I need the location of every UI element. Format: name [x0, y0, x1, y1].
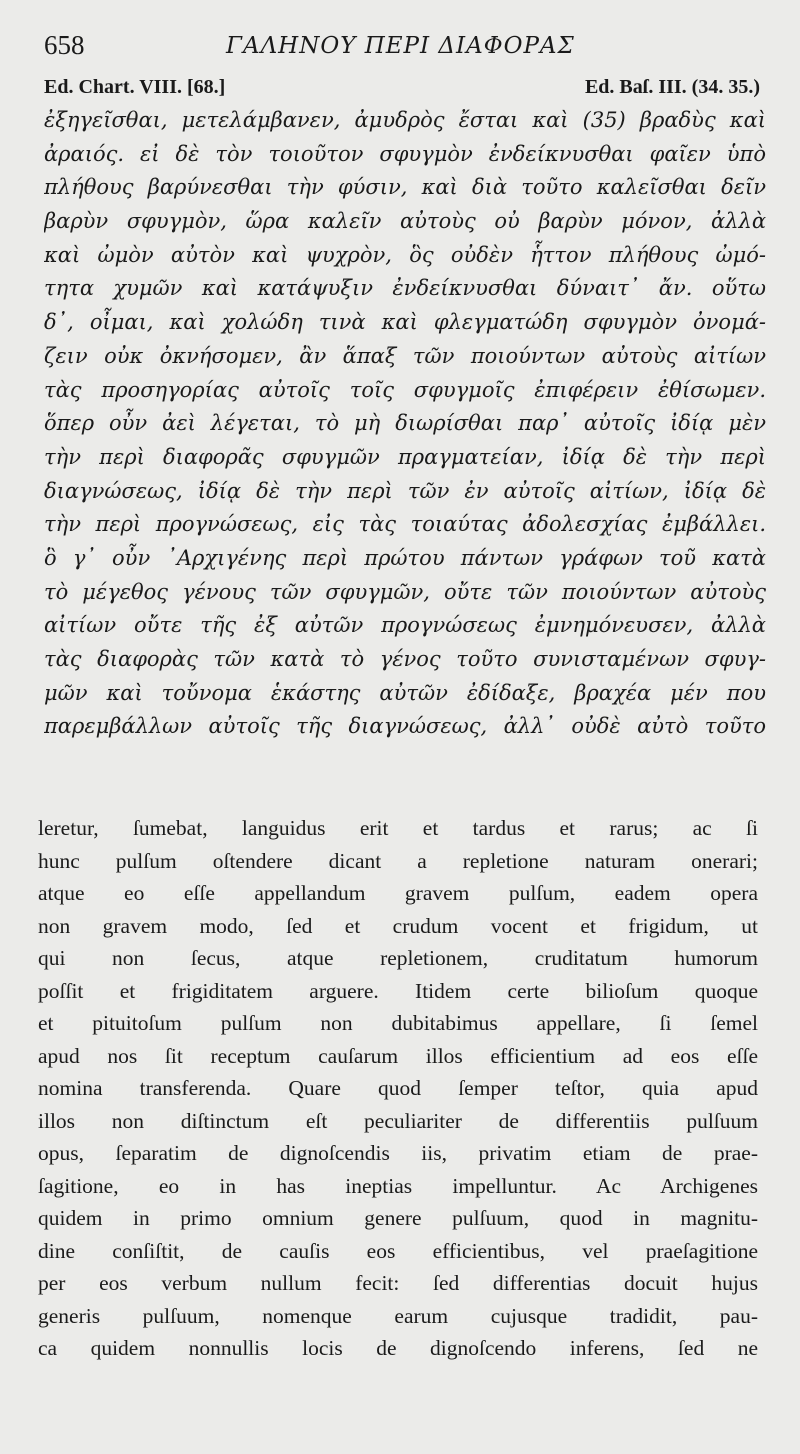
latin-text-line: atque eo eſſe appellandum gravem pulſum, eadem opera — [38, 881, 758, 905]
greek-text-line: ἀραιός. εἰ δὲ τὸν τοιοῦτον σφυγμὸν ἐνδείκνυσθαι φαῖεν ὑπὸ — [44, 141, 766, 166]
running-title: ΓΑΛΗΝΟΥ ΠΕΡΙ ΔΙΑΦΟΡΑΣ — [226, 33, 575, 59]
greek-text-line: ὃ γ᾽ οὖν ᾿Αρχιγένης περὶ πρώτου πάντων γράφων τοῦ κατὰ — [44, 545, 766, 570]
latin-text-line: ſagitione, eo in has ineptias impelluntur. Ac Archigenes — [38, 1173, 758, 1198]
latin-text-line: nomina transferenda. Quare quod ſemper teſtor, quia apud — [38, 1076, 758, 1100]
latin-text-line: dine conſiſtit, de cauſis eos efficientibus, vel praeſagitione — [38, 1238, 758, 1263]
latin-text-line: hunc pulſum oſtendere dicant a repletione naturam onerari; — [38, 848, 758, 873]
greek-text-line: ὅπερ οὖν ἀεὶ λέγεται, τὸ μὴ διωρίσθαι παρ᾽ αὐτοῖς ἰδίᾳ μὲν — [44, 411, 766, 436]
latin-text-line: non gravem modo, ſed et crudum vocent et frigidum, ut — [38, 913, 758, 938]
greek-text-line: τὴν περὶ διαφορᾶς σφυγμῶν πραγματείαν, ἰδίᾳ δὲ τὴν περὶ — [44, 444, 766, 469]
greek-text-line: τὰς προσηγορίας αὐτοῖς τοῖς σφυγμοῖς ἐπιφέρειν ἐθίσωμεν. — [44, 377, 766, 402]
latin-text-line: opus, ſeparatim de dignoſcendis iis, privatim etiam de prae- — [38, 1141, 758, 1165]
greek-text-block — [44, 104, 766, 744]
latin-text-line: poſſit et frigiditatem arguere. Itidem certe bilioſum quoque — [38, 978, 758, 1003]
latin-text-line: illos non diſtinctum eſt peculiariter de differentiis pulſuum — [38, 1108, 758, 1133]
greek-text-line: τὸ μέγεθος γένους τῶν σφυγμῶν, οὔτε τῶν ποιούντων αὐτοὺς — [44, 579, 766, 604]
latin-text-line: qui non ſecus, atque repletionem, cruditatum humorum — [38, 946, 758, 970]
greek-text-line: παρεμβάλλων αὐτοῖς τῆς διαγνώσεως, ἀλλ᾽ οὐδὲ αὐτὸ τοῦτο — [44, 714, 766, 739]
latin-text-line: apud nos ſit receptum cauſarum illos efficientium ad eos eſſe — [38, 1043, 758, 1068]
latin-text-line: quidem in primo omnium genere pulſuum, quod in magnitu- — [38, 1206, 758, 1230]
page-header — [44, 30, 764, 66]
latin-text-line: generis pulſuum, nomenque earum cujusque tradidit, pau- — [38, 1303, 758, 1328]
greek-text-line: καὶ ὠμὸν αὐτὸν καὶ ψυχρὸν, ὃς οὐδὲν ἧττον πλήθους ὠμό- — [44, 242, 766, 267]
greek-text-line: ζειν οὐκ ὀκνήσομεν, ἂν ἅπαξ τῶν ποιούντων αὐτοὺς αἰτίων — [44, 343, 766, 368]
greek-text-line: δ᾽, οἶμαι, καὶ χολώδη τινὰ καὶ φλεγματώδη σφυγμὸν ὀνομά- — [44, 310, 766, 335]
greek-text-line: ἐξηγεῖσθαι, μετελάμβανεν, ἀμυδρὸς ἔσται καὶ (35) βραδὺς καὶ — [44, 108, 766, 132]
greek-text-line: αἰτίων οὔτε τῆς ἐξ αὐτῶν προγνώσεως ἐμνημόνευσεν, ἀλλὰ — [44, 613, 766, 638]
greek-text-line: βαρὺν σφυγμὸν, ὥρα καλεῖν αὐτοὺς οὐ βαρὺν μόνον, ἀλλὰ — [44, 209, 766, 234]
greek-text-line: τητα χυμῶν καὶ κατάψυξιν ἐνδείκνυσθαι δύναιτ᾽ ἄν. οὕτω — [44, 276, 766, 301]
latin-text-line: ca quidem nonnullis locis de dignoſcendo inferens, ſed ne — [38, 1336, 758, 1360]
greek-text-line: πλήθους βαρύνεσθαι τὴν φύσιν, καὶ διὰ τοῦτο καλεῖσθαι δεῖν — [44, 175, 766, 200]
latin-text-block — [38, 812, 758, 1365]
latin-text-line: leretur, ſumebat, languidus erit et tardus et rarus; ac ſi — [38, 816, 758, 840]
greek-text-line: διαγνώσεως, ἰδίᾳ δὲ τὴν περὶ τῶν ἐν αὐτοῖς αἰτίων, ἰδίᾳ δὲ — [44, 478, 766, 503]
greek-text-line: τὰς διαφορὰς τῶν κατὰ τὸ γένος τοῦτο συνισταμένων σφυγ- — [44, 647, 766, 671]
latin-text-line: per eos verbum nullum fecit: ſed differentias docuit hujus — [38, 1271, 758, 1295]
greek-text-line: τὴν περὶ προγνώσεως, εἰς τὰς τοιαύτας ἀδολεσχίας ἐμβάλλει. — [44, 512, 766, 537]
latin-text-line: et pituitoſum pulſum non dubitabimus appellare, ſi ſemel — [38, 1011, 758, 1035]
greek-text-line: μῶν καὶ τοὔνομα ἑκάστης αὐτῶν ἐδίδαξε, βραχέα μέν που — [44, 680, 766, 705]
edition-reference-basel: Ed. Baſ. III. (34. 35.) — [584, 76, 760, 98]
page-number: 658 — [44, 30, 85, 60]
edition-reference-chartier: Ed. Chart. VIII. [68.] — [44, 76, 226, 98]
